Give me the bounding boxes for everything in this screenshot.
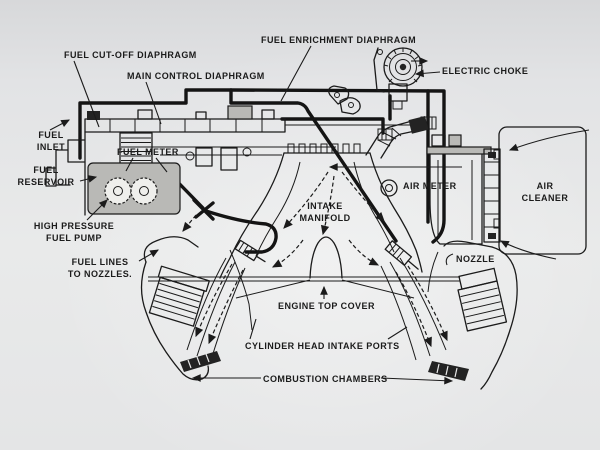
label-air-cleaner: AIR CLEANER — [521, 181, 569, 203]
label-electric-choke: ELECTRIC CHOKE — [442, 66, 529, 76]
label-intake-manifold: INTAKE MANIFOLD — [299, 201, 351, 223]
label-fuel-meter: FUEL METER — [117, 147, 179, 157]
label-air-meter: AIR METER — [403, 181, 457, 191]
label-fuel-lines-to-nozzles: FUEL LINES TO NOZZLES. — [67, 257, 133, 279]
right-combustion-chamber — [428, 361, 469, 381]
label-fuel-enrichment-diaphragm: FUEL ENRICHMENT DIAPHRAGM — [261, 35, 417, 45]
left-cylinder-bank — [142, 237, 253, 380]
left-combustion-chamber — [180, 351, 221, 372]
label-cylinder-head-intake-ports: CYLINDER HEAD INTAKE PORTS — [245, 341, 400, 351]
label-combustion-chambers: COMBUSTION CHAMBERS — [263, 374, 388, 384]
fuel-meter-assembly — [46, 106, 428, 215]
label-fuel-cutoff-diaphragm: FUEL CUT-OFF DIAPHRAGM — [64, 50, 197, 60]
label-engine-top-cover: ENGINE TOP COVER — [278, 301, 375, 311]
label-fuel-inlet: FUEL INLET — [36, 130, 66, 152]
label-fuel-reservoir: FUEL RESERVOIR — [17, 165, 75, 187]
label-nozzle: NOZZLE — [456, 254, 495, 264]
label-main-control-diaphragm: MAIN CONTROL DIAPHRAGM — [127, 71, 265, 81]
electric-choke-drawing — [374, 48, 427, 109]
label-high-pressure-fuel-pump: HIGH PRESSURE FUEL PUMP — [33, 221, 115, 243]
